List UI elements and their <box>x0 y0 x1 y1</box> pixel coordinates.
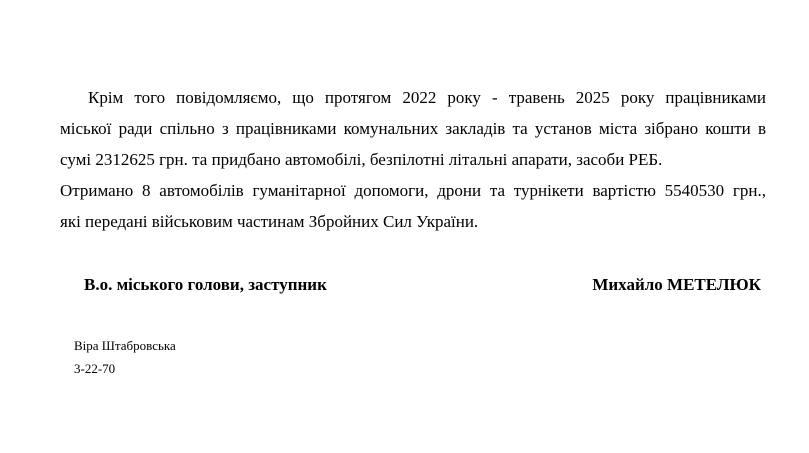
paragraph-line: сумі 2312625 грн. та придбано автомобілі, безпілотні літальні апарати, засоби РЕБ. <box>60 150 663 169</box>
paragraph-line: Крім того повідомляємо, що протягом 2022 року - травень 2025 року працівниками <box>88 88 766 107</box>
signatory-name: Михайло МЕТЕЛЮК <box>592 275 761 294</box>
paragraph-line: Отримано 8 автомобілів гуманітарної допомоги, дрони та турнікети вартістю 5540530 грн., <box>60 181 766 200</box>
paragraph-humanitarian-aid <box>60 175 766 237</box>
signatory-title: В.о. міського голови, заступник <box>84 275 327 294</box>
executor-name: Віра Штабровська <box>74 338 176 353</box>
paragraph-line: які передані військовим частинам Збройних Сил України. <box>60 212 479 231</box>
paragraph-line: міської ради спільно з працівниками комунальних закладів та установ міста зібрано кошти в <box>60 119 766 138</box>
paragraph-funds-raised <box>60 82 766 175</box>
executor-phone: 3-22-70 <box>74 361 116 376</box>
